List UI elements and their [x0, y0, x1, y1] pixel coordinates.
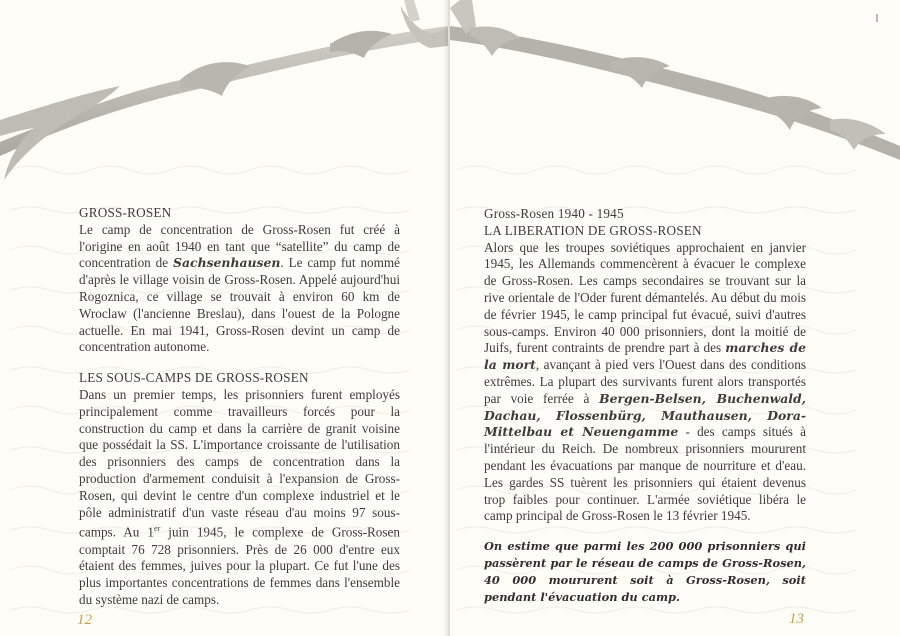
paragraph-text: Dans un premier temps, les prisonniers furent employés principalement comme travailleurs forcés pour la construction du camp et dans la carrière de granit voisine que possédait la SS. L'importance croissante de l'utilisation des prisonniers des camps de concentration dans la production d'armement conduisit à l'expansion de Gross-Rosen, qui devint le centre d'un complexe industriel et le pôle administratif d'un vaste réseau d'au moins 97 sous-camps. Au 1 — [79, 386, 400, 540]
paragraph-text: juin 1945, le complexe de Gross-Rosen comptait 76 728 prisonniers. Près de 26 000 d'entre eux étaient des femmes, juives pour la plupart. Ce fut l'une des plus importantes concentrations de femmes dans l'ensemble du système nazi de camps. — [79, 524, 400, 607]
section-title-sous-camps: LES SOUS-CAMPS DE GROSS-ROSEN — [79, 370, 309, 386]
camps-list-emphasis: Bergen-Belsen, Buchenwald, Dachau, Flossenbürg, Mauthausen, Dora-Mittelbau et Neuengamme — [484, 390, 806, 440]
section-title-gross-rosen: GROSS-ROSEN — [79, 205, 172, 220]
paragraph-text: , avançant à pied vers l'Ouest dans des conditions extrêmes. La plupart des survivants furent alors transportés par voie ferrée à — [484, 357, 806, 406]
right-text-column — [484, 206, 806, 525]
page-number-left: 12 — [77, 612, 92, 628]
paragraph-text: Alors que les troupes soviétiques approchaient en janvier 1945, les Allemands commencèrent à évacuer le complexe de Gross-Rosen. Les camps secondaires se trouvant sur la rive orientale de l'Oder furent démantelés. Au début du mois de février 1945, le camp principal fut évacué, suivi d'autres sous-camps. Environ 40 000 prisonniers, dont la moitié de Juifs, furent contraints de prendre part à des — [484, 239, 806, 356]
left-text-column — [79, 205, 400, 609]
paragraph-sous-camps — [79, 387, 400, 609]
barbed-wire-image-right — [450, 0, 900, 190]
paragraph-text: . Le camp fut nommé d'après le village voisin de Gross-Rosen. Appelé aujourd'hui Rogoznica, ce village se trouvait à environ 60 km de Wroclaw (l'ancienne Breslau), dans l'ouest de la Pologne actuelle. En mai 1941, Gross-Rosen devint un camp de concentration autonome. — [79, 255, 400, 355]
closing-quote: On estime que parmi les 200 000 prisonniers qui passèrent par le réseau de camps de Gross-Rosen, 40 000 moururent soit à Gross-Rosen, soit pendant l'évacuation du camp. — [484, 539, 806, 604]
camp-name-emphasis: Sachsenhausen — [173, 255, 281, 271]
death-marches-emphasis: marches de la mort — [484, 340, 806, 373]
barbed-wire-image-left — [0, 0, 448, 190]
paragraph-text: - des camps situés à l'intérieur du Reich. De nombreux prisonniers moururent pendant les évacuations par manque de nourriture et d'eau. Les gardes SS tuèrent les prisonniers qui étaient devenus trop faibles pour continuer. L'armée soviétique libéra le camp principal de Gross-Rosen le 13 février 1945. — [484, 424, 806, 524]
scan-mark — [876, 14, 878, 22]
section-subtitle-years: Gross-Rosen 1940 - 1945 — [484, 206, 624, 221]
paragraph-text: Le camp de concentration de Gross-Rosen fut créé à l'origine en août 1940 en tant que “satellite” du camp de concentration de — [79, 221, 400, 271]
paragraph-gross-rosen-intro — [79, 222, 400, 356]
superscript: er — [154, 524, 161, 534]
section-title-liberation: LA LIBERATION DE GROSS-ROSEN — [484, 222, 702, 238]
page-number-right: 13 — [789, 611, 804, 627]
section-gap — [79, 356, 400, 370]
left-page — [0, 0, 448, 636]
paragraph-liberation — [484, 240, 806, 526]
